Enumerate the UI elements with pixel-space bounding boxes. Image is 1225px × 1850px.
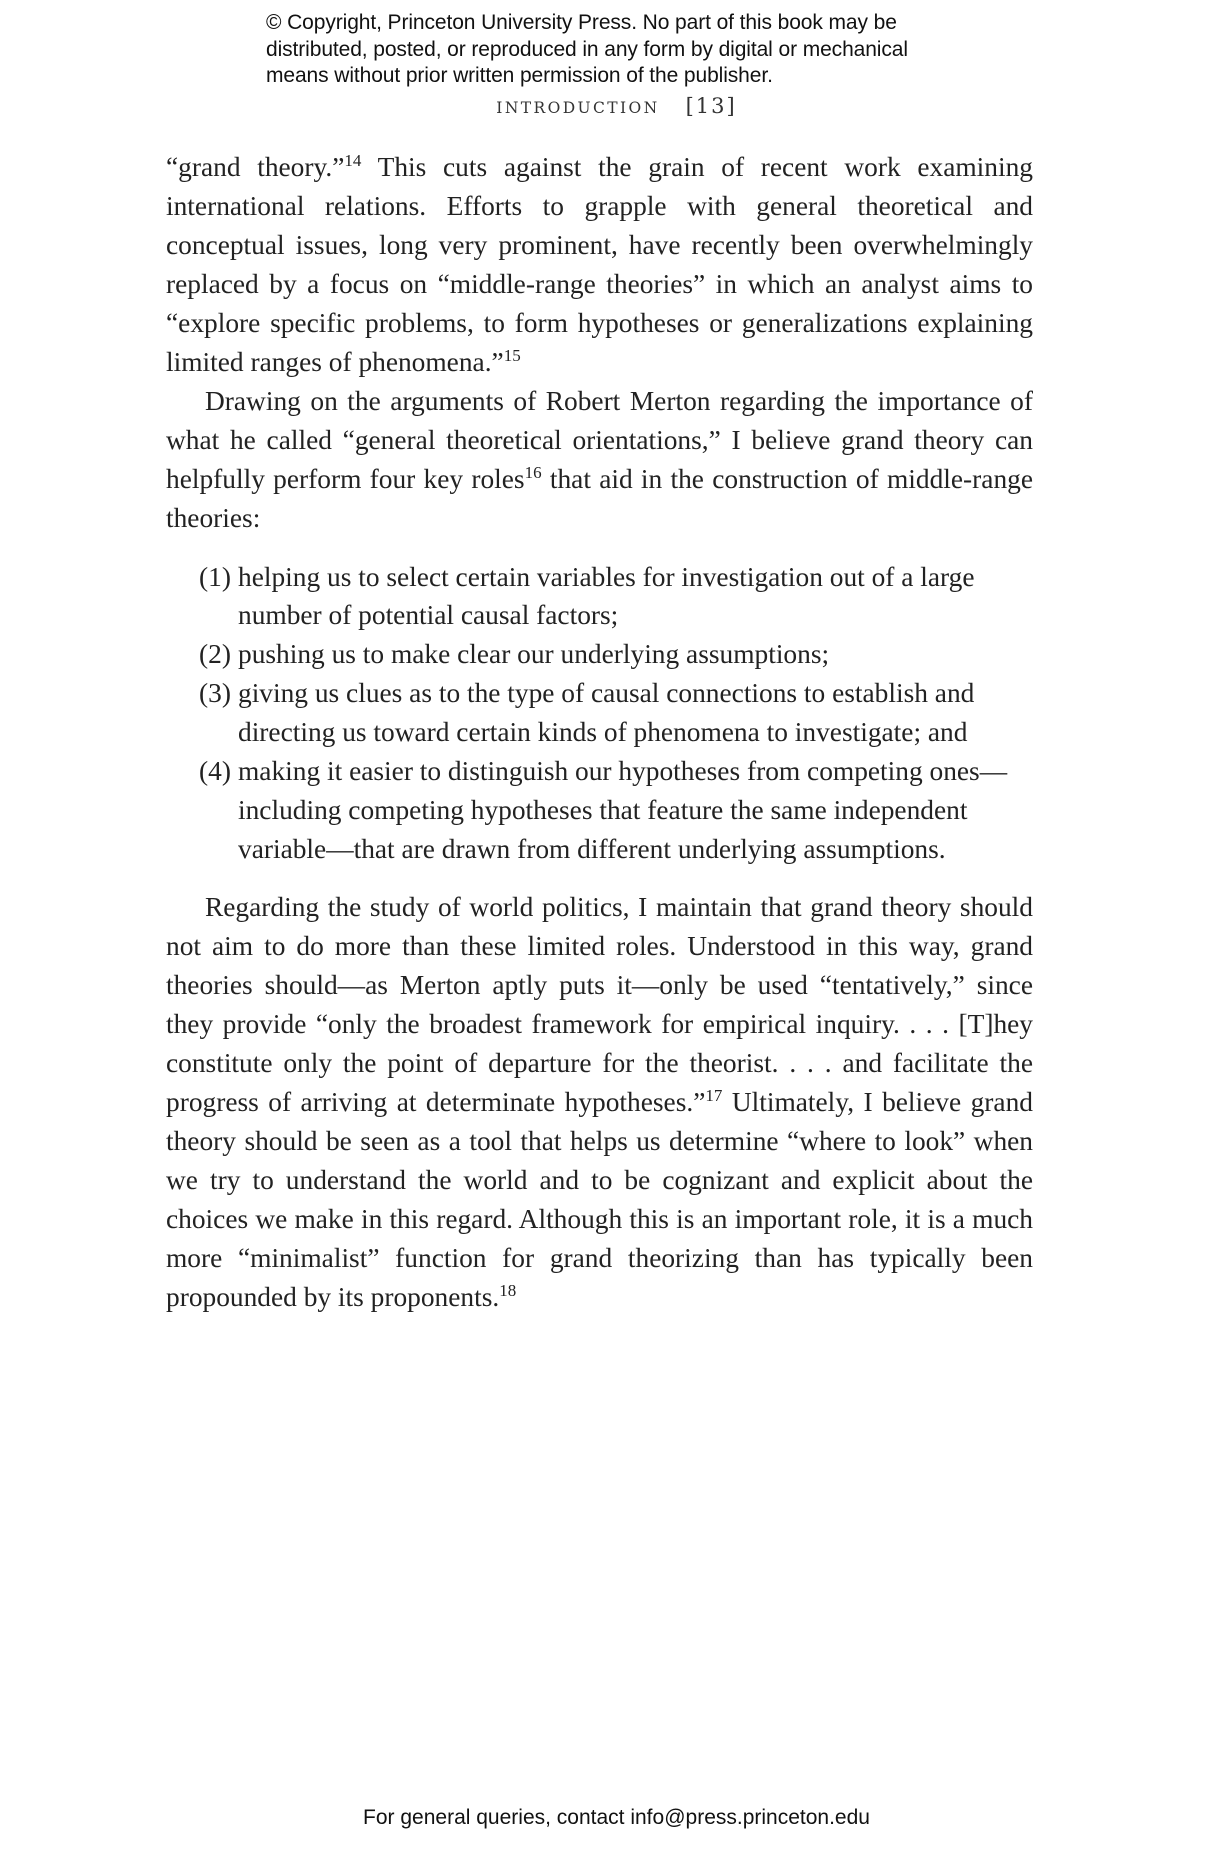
footnote-ref-18[interactable]: 18 [499, 1280, 517, 1300]
roles-list [166, 558, 1033, 870]
paragraph-text: Ultimately, I believe grand theory should be seen as a tool that helps us determine “where to look” when we try to understand the world and to be cognizant and explicit about the choices we make in this regard. Although this is an important role, it is a much more “minimalist” function for grand theorizing than has typically been propounded by its proponents. [166, 1086, 1033, 1312]
footnote-ref-17[interactable]: 17 [705, 1085, 723, 1105]
list-item [166, 752, 1033, 869]
list-marker: (4) [199, 756, 231, 787]
paragraph-text: “grand theory.” [166, 152, 345, 182]
footnote-ref-14[interactable]: 14 [344, 151, 362, 170]
body-text [166, 148, 1033, 1317]
footer-contact: For general queries, contact info@press.princeton.edu [363, 1806, 870, 1829]
paragraph-text: This cuts against the grain of recent work examining international relations. Efforts to grapple with general theoretical and conceptual issues, long very prominent, have recently been overwhelmingly replaced by a focus on “middle-range theories” in which an analyst aims to “explore specific problems, to form hypotheses or generalizations explaining limited ranges of phenomena.” [166, 152, 1033, 377]
copyright-notice [266, 10, 986, 90]
page-number: [13] [685, 94, 737, 118]
paragraph-text: Drawing on the arguments of Robert Merton regarding the importance of what he called “general theoretical orientations,” I believe grand theory can helpfully perform four key roles [166, 385, 1033, 494]
footnote-ref-16[interactable]: 16 [524, 462, 542, 482]
copyright-line: © Copyright, Princeton University Press. No part of this book may be [266, 11, 897, 34]
paragraph [166, 382, 1033, 538]
list-item [166, 674, 1033, 752]
list-item-text: making it easier to distinguish our hypotheses from competing ones—including competing hypotheses that feature the same independent variable—that are drawn from different underlying assumptions. [238, 756, 1008, 865]
list-marker: (1) [199, 561, 231, 592]
list-marker: (2) [199, 639, 231, 670]
list-item-text: pushing us to make clear our underlying assumptions; [238, 639, 830, 670]
copyright-line: distributed, posted, or reproduced in any form by digital or mechanical [266, 37, 908, 61]
list-item [166, 635, 1033, 674]
paragraph-text: that aid in the construction of middle-range theories: [166, 463, 1033, 533]
running-head [0, 94, 1225, 118]
paragraph [166, 148, 1033, 382]
list-item-text: helping us to select certain variables for investigation out of a large number of potential causal factors; [238, 561, 975, 631]
list-marker: (3) [199, 678, 231, 709]
footnote-ref-15[interactable]: 15 [503, 345, 521, 365]
list-item-text: giving us clues as to the type of causal connections to establish and directing us toward certain kinds of phenomena to investigate; and [238, 678, 975, 748]
copyright-line: means without prior written permission of the publisher. [266, 64, 773, 87]
running-head-section: INTRODUCTION [496, 99, 660, 117]
list-item [166, 558, 1033, 636]
paragraph [166, 888, 1033, 1316]
paragraph-text: Regarding the study of world politics, I maintain that grand theory should not aim to do more than these limited roles. Understood in this way, grand theories should—as Merton aptly puts it—only be used “tentatively,” since they provide “only the broadest framework for empirical inquiry. . . . [T]hey constitute only the point of departure for the theorist. . . . and facilitate the progress of arriving at determinate hypotheses.” [166, 892, 1033, 1117]
